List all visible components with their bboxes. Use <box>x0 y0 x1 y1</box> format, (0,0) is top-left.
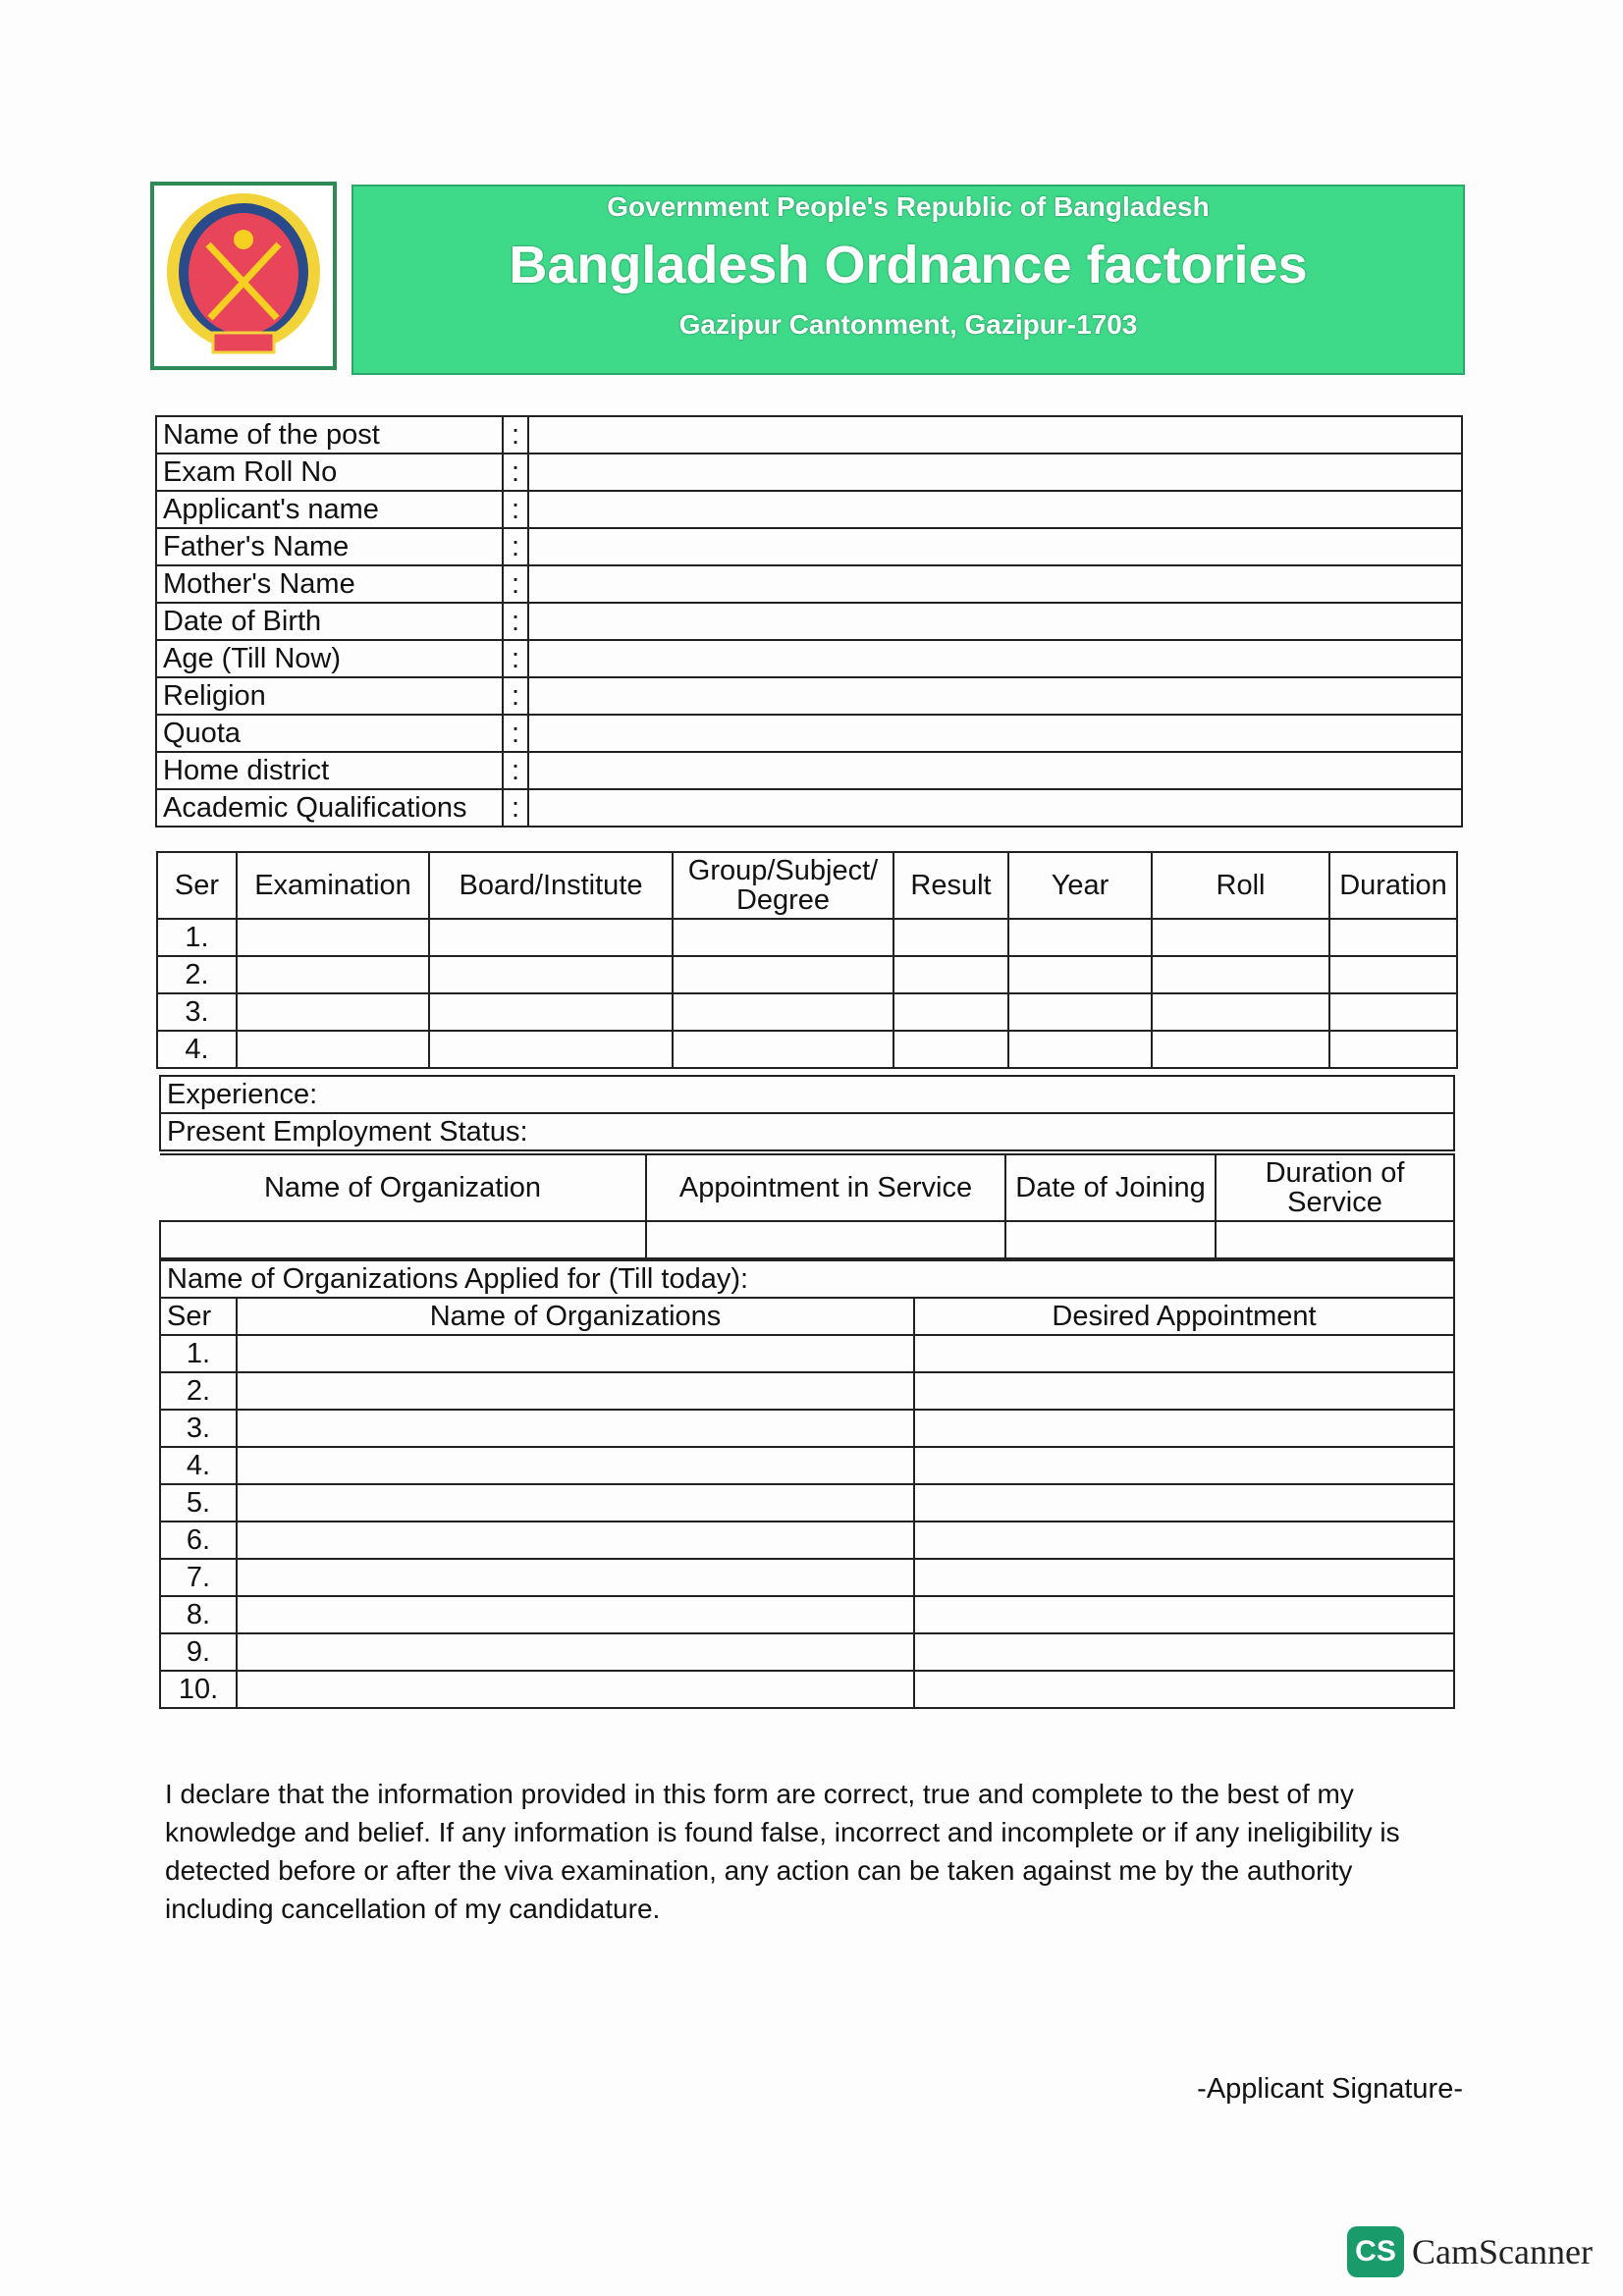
field-label: Date of Birth <box>156 603 503 640</box>
colon: : <box>503 789 528 827</box>
education-cell[interactable] <box>429 993 673 1031</box>
education-cell[interactable] <box>893 1031 1008 1068</box>
appointment-cell[interactable] <box>914 1522 1454 1559</box>
serial-number: 3. <box>160 1410 237 1447</box>
colon: : <box>503 603 528 640</box>
field-input[interactable] <box>528 715 1462 752</box>
camscanner-watermark <box>1347 2226 1593 2277</box>
applied-row <box>160 1559 1454 1596</box>
joining-date-input[interactable] <box>1005 1221 1216 1258</box>
appointment-cell[interactable] <box>914 1484 1454 1522</box>
field-label: Mother's Name <box>156 565 503 603</box>
personal-row <box>156 454 1462 491</box>
colon: : <box>503 491 528 528</box>
emblem-logo <box>150 182 337 370</box>
applied-row <box>160 1335 1454 1372</box>
emblem-icon <box>154 186 333 366</box>
service-duration-input[interactable] <box>1216 1221 1454 1258</box>
organization-cell[interactable] <box>237 1372 914 1410</box>
serial-number: 4. <box>157 1031 237 1068</box>
declaration-text: I declare that the information provided in this form are correct, true and complete to the best of my knowledge and belief. If any information is found false, incorrect and incomplete or if any ineligibility is detected before or after the viva examination, any action can be taken against me by the authority including cancellation of my candidature. <box>165 1779 1400 1924</box>
education-cell[interactable] <box>429 956 673 993</box>
field-input[interactable] <box>528 789 1462 827</box>
applied-row <box>160 1410 1454 1447</box>
field-input[interactable] <box>528 416 1462 454</box>
field-label: Applicant's name <box>156 491 503 528</box>
serial-number: 8. <box>160 1596 237 1633</box>
education-header: Board/Institute <box>429 852 673 919</box>
serial-number: 5. <box>160 1484 237 1522</box>
serial-number: 3. <box>157 993 237 1031</box>
serial-number: 10. <box>160 1671 237 1708</box>
header-name-of-organizations: Name of Organizations <box>237 1298 914 1335</box>
organization-cell[interactable] <box>237 1671 914 1708</box>
colon: : <box>503 528 528 565</box>
field-input[interactable] <box>528 640 1462 677</box>
header-date-of-joining: Date of Joining <box>1005 1154 1216 1221</box>
appointment-cell[interactable] <box>914 1559 1454 1596</box>
applied-row <box>160 1671 1454 1708</box>
serial-number: 1. <box>157 919 237 956</box>
education-table <box>156 851 1458 1069</box>
appointment-cell[interactable] <box>914 1410 1454 1447</box>
government-title: Government People's Republic of Bangladesh <box>607 191 1210 222</box>
education-header: Roll <box>1152 852 1329 919</box>
applied-row <box>160 1372 1454 1410</box>
personal-row <box>156 640 1462 677</box>
education-cell[interactable] <box>893 956 1008 993</box>
serial-number: 7. <box>160 1559 237 1596</box>
field-label: Name of the post <box>156 416 503 454</box>
organization-cell[interactable] <box>237 1484 914 1522</box>
education-cell[interactable] <box>1008 919 1152 956</box>
organization-cell[interactable] <box>237 1596 914 1633</box>
personal-row <box>156 565 1462 603</box>
applied-label: Name of Organizations Applied for (Till today): <box>160 1260 1454 1298</box>
appointment-input[interactable] <box>646 1221 1005 1258</box>
education-cell[interactable] <box>673 956 893 993</box>
education-cell[interactable] <box>237 1031 429 1068</box>
colon: : <box>503 752 528 789</box>
applied-organizations-table <box>159 1259 1455 1709</box>
serial-number: 2. <box>160 1372 237 1410</box>
education-cell[interactable] <box>237 956 429 993</box>
education-cell[interactable] <box>893 993 1008 1031</box>
education-cell[interactable] <box>429 919 673 956</box>
employment-table <box>159 1153 1455 1259</box>
education-cell[interactable] <box>1329 919 1457 956</box>
field-label: Religion <box>156 677 503 715</box>
header-ser: Ser <box>160 1298 237 1335</box>
education-cell[interactable] <box>893 919 1008 956</box>
field-input[interactable] <box>528 565 1462 603</box>
education-cell[interactable] <box>237 993 429 1031</box>
personal-row <box>156 491 1462 528</box>
field-input[interactable] <box>528 752 1462 789</box>
field-label: Quota <box>156 715 503 752</box>
field-input[interactable] <box>528 677 1462 715</box>
organization-title: Bangladesh Ordnance factories <box>509 236 1308 294</box>
serial-number: 9. <box>160 1633 237 1671</box>
appointment-cell[interactable] <box>914 1372 1454 1410</box>
appointment-cell[interactable] <box>914 1633 1454 1671</box>
experience-table <box>159 1075 1455 1151</box>
education-cell[interactable] <box>1008 1031 1152 1068</box>
employment-status-label: Present Employment Status: <box>160 1113 1454 1150</box>
camscanner-icon: CS <box>1347 2226 1404 2277</box>
field-input[interactable] <box>528 491 1462 528</box>
applicant-signature-label: -Applicant Signature- <box>1197 2073 1463 2105</box>
personal-row <box>156 528 1462 565</box>
education-header: Result <box>893 852 1008 919</box>
education-row <box>157 993 1457 1031</box>
education-cell[interactable] <box>673 993 893 1031</box>
education-cell[interactable] <box>1152 919 1329 956</box>
field-input[interactable] <box>528 528 1462 565</box>
serial-number: 2. <box>157 956 237 993</box>
education-cell[interactable] <box>1008 993 1152 1031</box>
appointment-cell[interactable] <box>914 1671 1454 1708</box>
colon: : <box>503 454 528 491</box>
applied-row <box>160 1447 1454 1484</box>
education-header: Ser <box>157 852 237 919</box>
serial-number: 1. <box>160 1335 237 1372</box>
applied-row <box>160 1633 1454 1671</box>
personal-row <box>156 416 1462 454</box>
colon: : <box>503 715 528 752</box>
personal-row <box>156 603 1462 640</box>
organization-cell[interactable] <box>237 1410 914 1447</box>
field-input[interactable] <box>528 454 1462 491</box>
header-appointment-in-service: Appointment in Service <box>646 1154 1005 1221</box>
applied-row <box>160 1522 1454 1559</box>
serial-number: 4. <box>160 1447 237 1484</box>
education-cell[interactable] <box>429 1031 673 1068</box>
education-row <box>157 919 1457 956</box>
field-label: Academic Qualifications <box>156 789 503 827</box>
field-label: Father's Name <box>156 528 503 565</box>
serial-number: 6. <box>160 1522 237 1559</box>
education-row <box>157 956 1457 993</box>
education-cell[interactable] <box>1152 1031 1329 1068</box>
education-header: Group/Subject/ Degree <box>673 852 893 919</box>
organization-input[interactable] <box>160 1221 646 1258</box>
colon: : <box>503 677 528 715</box>
header-banner <box>352 185 1465 375</box>
applied-row <box>160 1484 1454 1522</box>
personal-row <box>156 715 1462 752</box>
education-cell[interactable] <box>1329 1031 1457 1068</box>
header-name-of-organization: Name of Organization <box>160 1154 646 1221</box>
education-header: Examination <box>237 852 429 919</box>
field-label: Exam Roll No <box>156 454 503 491</box>
personal-row <box>156 752 1462 789</box>
education-cell[interactable] <box>1152 993 1329 1031</box>
colon: : <box>503 416 528 454</box>
appointment-cell[interactable] <box>914 1596 1454 1633</box>
education-cell[interactable] <box>1329 956 1457 993</box>
education-header-row <box>157 852 1457 919</box>
field-label: Age (Till Now) <box>156 640 503 677</box>
education-cell[interactable] <box>1329 993 1457 1031</box>
organization-cell[interactable] <box>237 1633 914 1671</box>
education-row <box>157 1031 1457 1068</box>
personal-row <box>156 789 1462 827</box>
education-cell[interactable] <box>673 919 893 956</box>
colon: : <box>503 640 528 677</box>
organization-address: Gazipur Cantonment, Gazipur-1703 <box>678 309 1138 340</box>
camscanner-text: CamScanner <box>1412 2232 1593 2271</box>
appointment-cell[interactable] <box>914 1335 1454 1372</box>
header-duration-of-service: Duration of Service <box>1216 1154 1454 1221</box>
education-header: Duration <box>1329 852 1457 919</box>
colon: : <box>503 565 528 603</box>
header-desired-appointment: Desired Appointment <box>914 1298 1454 1335</box>
organization-cell[interactable] <box>237 1335 914 1372</box>
education-cell[interactable] <box>673 1031 893 1068</box>
education-header: Year <box>1008 852 1152 919</box>
experience-label: Experience: <box>160 1076 1454 1113</box>
personal-row <box>156 677 1462 715</box>
education-cell[interactable] <box>1008 956 1152 993</box>
organization-cell[interactable] <box>237 1447 914 1484</box>
personal-info-table <box>155 415 1463 828</box>
organization-cell[interactable] <box>237 1559 914 1596</box>
field-input[interactable] <box>528 603 1462 640</box>
field-label: Home district <box>156 752 503 789</box>
education-cell[interactable] <box>1152 956 1329 993</box>
applied-row <box>160 1596 1454 1633</box>
appointment-cell[interactable] <box>914 1447 1454 1484</box>
organization-cell[interactable] <box>237 1522 914 1559</box>
education-cell[interactable] <box>237 919 429 956</box>
